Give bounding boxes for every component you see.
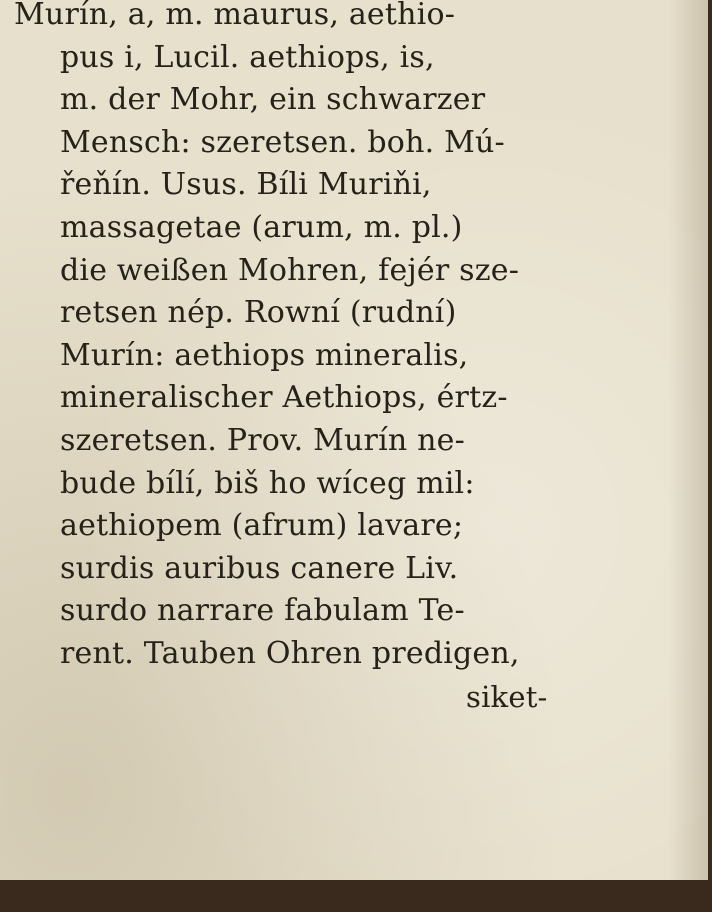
entry-line: mineralischer Aethiops, értz- bbox=[60, 380, 508, 416]
entry-line: rent. Tauben Ohren predigen, bbox=[60, 635, 520, 671]
dictionary-entry bbox=[14, 0, 614, 718]
entry-line: Mensch: szeretsen. boh. Mú- bbox=[60, 124, 505, 160]
entry-line: die weißen Mohren, fejér sze- bbox=[60, 252, 520, 288]
entry-line: pus i, Lucil. aethiops, is, bbox=[60, 39, 435, 75]
entry-line: massagetae (arum, m. pl.) bbox=[60, 209, 463, 245]
entry-line: szeretsen. Prov. Murín ne- bbox=[60, 422, 465, 458]
entry-line: Murín, a, m. maurus, aethio- bbox=[14, 0, 456, 32]
entry-line: m. der Mohr, ein schwarzer bbox=[60, 82, 486, 118]
entry-line: aethiopem (afrum) lavare; bbox=[60, 508, 464, 544]
entry-line: surdis auribus canere Liv. bbox=[60, 550, 459, 586]
entry-line: Murín: aethiops mineralis, bbox=[60, 337, 469, 373]
entry-line: řeňín. Usus. Bíli Muriňi, bbox=[60, 167, 432, 203]
catchword: siket- bbox=[466, 679, 548, 714]
entry-line: surdo narrare fabulam Te- bbox=[60, 593, 465, 629]
entry-line: retsen nép. Rowní (rudní) bbox=[60, 295, 457, 331]
page-edge-shadow bbox=[668, 0, 708, 880]
entry-line: bude bílí, biš ho wíceg mil: bbox=[60, 465, 475, 501]
